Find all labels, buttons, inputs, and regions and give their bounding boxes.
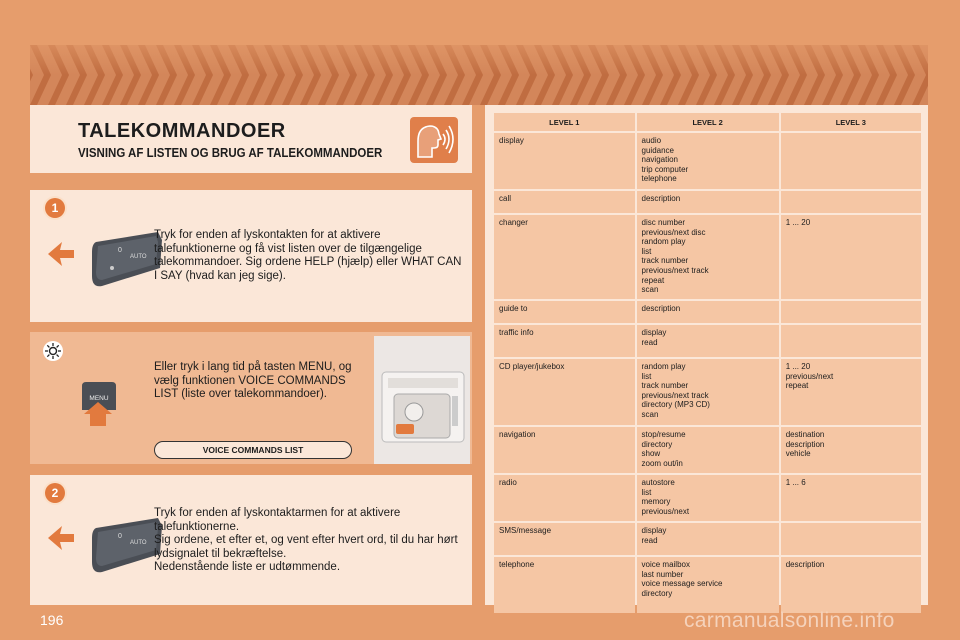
table-cell: disc number previous/next disc random play list track number previous/next track repeat scan xyxy=(637,215,779,299)
table-cell xyxy=(781,301,921,323)
table-cell: destination description vehicle xyxy=(781,427,921,473)
svg-text:AUTO: AUTO xyxy=(130,254,147,260)
table-cell xyxy=(781,523,921,555)
table-cell: 1 ... 20 previous/next repeat xyxy=(781,359,921,425)
table-cell: radio xyxy=(494,475,635,521)
light-stalk-image-2 xyxy=(40,508,165,586)
table-cell: description xyxy=(781,557,921,613)
table-cell: call xyxy=(494,191,635,213)
page-number: 196 xyxy=(40,612,64,628)
chevron-banner xyxy=(30,45,928,105)
table-cell: description xyxy=(637,191,779,213)
step-2-badge: 2 xyxy=(45,483,65,503)
column-header: LEVEL 2 xyxy=(637,113,779,131)
step-1-badge: 1 xyxy=(45,198,65,218)
table-cell: voice mailbox last number voice message service directory xyxy=(637,557,779,613)
table-row xyxy=(494,427,921,473)
table-cell: SMS/message xyxy=(494,523,635,555)
table-row xyxy=(494,325,921,357)
svg-text:0: 0 xyxy=(118,533,122,540)
step-2-text xyxy=(154,507,466,575)
table-cell: display xyxy=(494,133,635,189)
light-stalk-image-1 xyxy=(40,222,165,300)
table-cell xyxy=(781,191,921,213)
menu-key-icon xyxy=(78,380,118,422)
table-cell: audio guidance navigation trip computer telephone xyxy=(637,133,779,189)
table-row xyxy=(494,359,921,425)
svg-text:MENU: MENU xyxy=(89,395,109,402)
voice-command-icon xyxy=(410,117,458,163)
table-row xyxy=(494,475,921,521)
svg-text:0: 0 xyxy=(118,247,122,254)
step-menu-text: Eller tryk i lang tid på tasten MENU, og vælg funktionen VOICE COMMANDS LIST (liste over talekommandoer). xyxy=(154,361,352,400)
voice-commands-list-button[interactable]: VOICE COMMANDS LIST xyxy=(154,441,352,459)
table-cell: CD player/jukebox xyxy=(494,359,635,425)
table-cell: random play list track number previous/next track directory (MP3 CD) scan xyxy=(637,359,779,425)
table-cell: display read xyxy=(637,523,779,555)
table-cell: traffic info xyxy=(494,325,635,357)
table-row xyxy=(494,191,921,213)
page-subtitle: VISNING AF LISTEN OG BRUG AF TALEKOMMANDOER xyxy=(78,146,383,160)
watermark: carmanualsonline.info xyxy=(684,609,895,632)
svg-text:AUTO: AUTO xyxy=(130,540,147,546)
table-cell: 1 ... 6 xyxy=(781,475,921,521)
table-cell: guide to xyxy=(494,301,635,323)
table-header-row xyxy=(494,113,921,131)
radio-unit-image xyxy=(374,336,470,464)
column-header: LEVEL 3 xyxy=(781,113,921,131)
table-row xyxy=(494,523,921,555)
table-cell xyxy=(781,325,921,357)
page-title: TALEKOMMANDOER xyxy=(78,120,286,142)
voice-commands-table xyxy=(492,111,923,615)
step-2-text-line-2: Sig ordene, et efter et, og vent efter hvert ord, til du har hørt lydsignalet til bekræftelse. xyxy=(154,534,458,560)
step-1-text: Tryk for enden af lyskontakten for at aktivere talefunktionerne og få vist listen over de tilgængelige talekommandoer. Sig ordene HELP (hjælp) eller WHAT CAN I SAY (hvad kan jeg sige). xyxy=(154,229,462,282)
table-cell: changer xyxy=(494,215,635,299)
table-cell: description xyxy=(637,301,779,323)
column-header: LEVEL 1 xyxy=(494,113,635,131)
table-row xyxy=(494,301,921,323)
table-cell xyxy=(781,133,921,189)
table-cell: stop/resume directory show zoom out/in xyxy=(637,427,779,473)
table-row xyxy=(494,557,921,613)
table-cell: display read xyxy=(637,325,779,357)
table-cell: navigation xyxy=(494,427,635,473)
step-2-text-line-3: Nedenstående liste er udtømmende. xyxy=(154,561,341,573)
step-2-text-line-1: Tryk for enden af lyskontaktarmen for at aktivere talefunktionerne. xyxy=(154,507,401,533)
table-row xyxy=(494,215,921,299)
light-sun-icon xyxy=(43,341,63,361)
table-cell: telephone xyxy=(494,557,635,613)
table-cell: autostore list memory previous/next xyxy=(637,475,779,521)
table-row xyxy=(494,133,921,189)
table-cell: 1 ... 20 xyxy=(781,215,921,299)
